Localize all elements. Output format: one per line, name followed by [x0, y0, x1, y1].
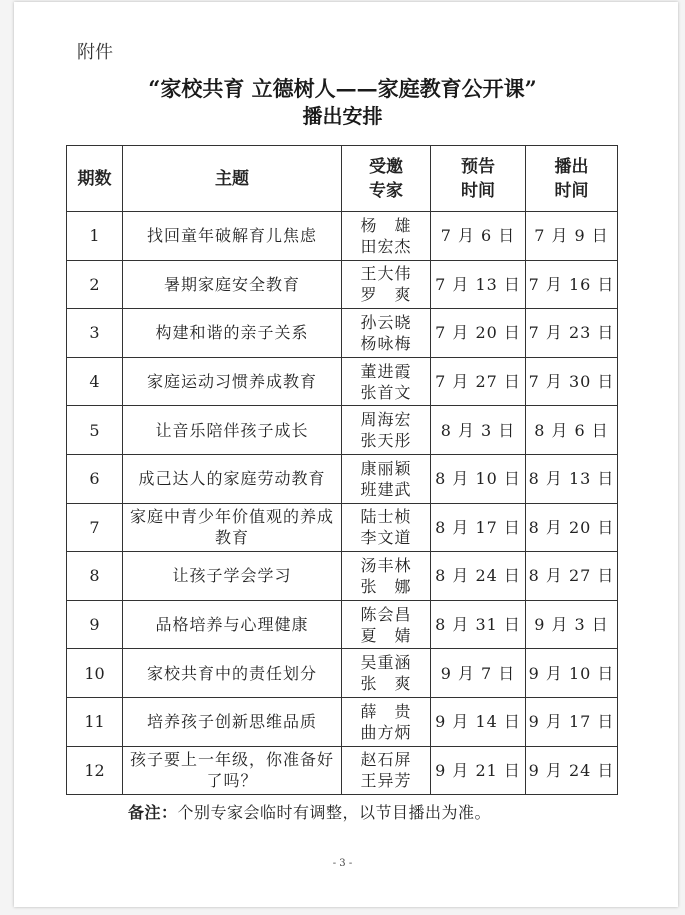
- column-header-preview: [431, 146, 526, 212]
- expert-name: 张 娜: [360, 576, 412, 596]
- cell-broadcast-date: 7 月 9 日: [526, 212, 618, 261]
- cell-broadcast-date: 7 月 30 日: [526, 357, 618, 406]
- cell-period: 2: [67, 260, 123, 309]
- cell-broadcast-date: 9 月 24 日: [526, 746, 618, 795]
- cell-topic: 让孩子学会学习: [123, 552, 342, 601]
- expert-name: 薛 贵: [360, 701, 412, 721]
- cell-broadcast-date: 9 月 10 日: [526, 649, 618, 698]
- expert-name: 张天彤: [360, 431, 412, 451]
- table-row: [67, 309, 618, 358]
- schedule-table: [66, 145, 618, 795]
- cell-topic: 构建和谐的亲子关系: [123, 309, 342, 358]
- note-text: 个别专家会临时有调整，以节目播出为准。: [177, 803, 492, 822]
- expert-name: 张首文: [360, 382, 412, 402]
- expert-name: 王异芳: [360, 771, 412, 791]
- cell-preview-date: 9 月 21 日: [431, 746, 526, 795]
- expert-name: 周海宏: [360, 410, 412, 430]
- expert-name: 杨咏梅: [360, 333, 412, 353]
- table-header-row: [67, 146, 618, 212]
- cell-topic: 孩子要上一年级，你准备好了吗？: [123, 746, 342, 795]
- cell-broadcast-date: 9 月 3 日: [526, 600, 618, 649]
- cell-period: 1: [67, 212, 123, 261]
- cell-period: 9: [67, 600, 123, 649]
- cell-topic: 品格培养与心理健康: [123, 600, 342, 649]
- expert-name: 陈会昌: [360, 604, 412, 624]
- column-header-broadcast-line1: 播出: [554, 156, 589, 177]
- document-title: “家校共育 立德树人——家庭教育公开课”: [148, 76, 537, 101]
- expert-name: 赵石屏: [360, 750, 412, 770]
- cell-experts: [342, 357, 431, 406]
- cell-period: 11: [67, 697, 123, 746]
- cell-period: 12: [67, 746, 123, 795]
- cell-topic: 家庭运动习惯养成教育: [123, 357, 342, 406]
- table-row: [67, 357, 618, 406]
- expert-name: 班建武: [360, 479, 412, 499]
- column-header-experts-line1: 受邀: [369, 156, 403, 177]
- cell-experts: [342, 503, 431, 552]
- cell-topic: 找回童年破解育儿焦虑: [123, 212, 342, 261]
- expert-name: 孙云晓: [360, 312, 412, 332]
- page-number: - 3 -: [332, 858, 353, 869]
- cell-broadcast-date: 7 月 16 日: [526, 260, 618, 309]
- note: [128, 800, 491, 823]
- attachment-label: 附件: [77, 42, 113, 63]
- expert-name: 汤丰林: [360, 555, 412, 575]
- expert-name: 吴重涵: [360, 653, 412, 673]
- cell-topic: 暑期家庭安全教育: [123, 260, 342, 309]
- table-row: [67, 454, 618, 503]
- cell-experts: [342, 746, 431, 795]
- column-header-preview-line1: 预告: [461, 156, 495, 177]
- expert-name: 张 爽: [360, 674, 412, 694]
- cell-topic: 家庭中青少年价值观的养成教育: [123, 503, 342, 552]
- column-header-broadcast: [526, 146, 618, 212]
- expert-name: 田宏杰: [360, 236, 412, 256]
- cell-experts: [342, 212, 431, 261]
- cell-period: 6: [67, 454, 123, 503]
- cell-period: 4: [67, 357, 123, 406]
- table-row: [67, 746, 618, 795]
- cell-broadcast-date: 8 月 6 日: [526, 406, 618, 455]
- cell-experts: [342, 454, 431, 503]
- cell-preview-date: 8 月 3 日: [431, 406, 526, 455]
- expert-name: 李文道: [360, 528, 412, 548]
- column-header-topic: 主题: [123, 146, 342, 212]
- cell-preview-date: 8 月 31 日: [431, 600, 526, 649]
- column-header-experts: [342, 146, 431, 212]
- cell-preview-date: 9 月 7 日: [431, 649, 526, 698]
- cell-topic: 成己达人的家庭劳动教育: [123, 454, 342, 503]
- table-row: [67, 503, 618, 552]
- cell-experts: [342, 697, 431, 746]
- column-header-preview-line2: 时间: [461, 180, 495, 201]
- cell-broadcast-date: 8 月 13 日: [526, 454, 618, 503]
- expert-name: 曲方炳: [360, 722, 412, 742]
- cell-experts: [342, 649, 431, 698]
- cell-topic: 培养孩子创新思维品质: [123, 697, 342, 746]
- table-row: [67, 406, 618, 455]
- cell-experts: [342, 552, 431, 601]
- cell-period: 7: [67, 503, 123, 552]
- cell-preview-date: 8 月 24 日: [431, 552, 526, 601]
- note-label: 备注：: [128, 803, 178, 822]
- cell-experts: [342, 406, 431, 455]
- cell-broadcast-date: 7 月 23 日: [526, 309, 618, 358]
- cell-preview-date: 7 月 6 日: [431, 212, 526, 261]
- expert-name: 罗 爽: [360, 285, 412, 305]
- cell-preview-date: 9 月 14 日: [431, 697, 526, 746]
- expert-name: 董进霞: [360, 361, 412, 381]
- expert-name: 杨 雄: [360, 215, 412, 235]
- cell-preview-date: 7 月 20 日: [431, 309, 526, 358]
- table-row: [67, 697, 618, 746]
- cell-period: 3: [67, 309, 123, 358]
- cell-broadcast-date: 9 月 17 日: [526, 697, 618, 746]
- cell-experts: [342, 260, 431, 309]
- expert-name: 陆士桢: [360, 507, 412, 527]
- cell-topic: 让音乐陪伴孩子成长: [123, 406, 342, 455]
- cell-broadcast-date: 8 月 27 日: [526, 552, 618, 601]
- cell-experts: [342, 600, 431, 649]
- cell-experts: [342, 309, 431, 358]
- cell-period: 5: [67, 406, 123, 455]
- cell-period: 8: [67, 552, 123, 601]
- expert-name: 夏 婧: [360, 625, 412, 645]
- table-row: [67, 552, 618, 601]
- document-subtitle: 播出安排: [302, 104, 383, 128]
- table-row: [67, 600, 618, 649]
- cell-preview-date: 8 月 10 日: [431, 454, 526, 503]
- table-row: [67, 212, 618, 261]
- expert-name: 王大伟: [360, 264, 412, 284]
- expert-name: 康丽颖: [360, 458, 412, 478]
- column-header-broadcast-line2: 时间: [554, 180, 589, 201]
- cell-topic: 家校共育中的责任划分: [123, 649, 342, 698]
- cell-preview-date: 8 月 17 日: [431, 503, 526, 552]
- cell-preview-date: 7 月 13 日: [431, 260, 526, 309]
- column-header-experts-line2: 专家: [369, 180, 403, 201]
- table-row: [67, 260, 618, 309]
- table-row: [67, 649, 618, 698]
- cell-broadcast-date: 8 月 20 日: [526, 503, 618, 552]
- cell-preview-date: 7 月 27 日: [431, 357, 526, 406]
- cell-period: 10: [67, 649, 123, 698]
- column-header-period: 期数: [67, 146, 123, 212]
